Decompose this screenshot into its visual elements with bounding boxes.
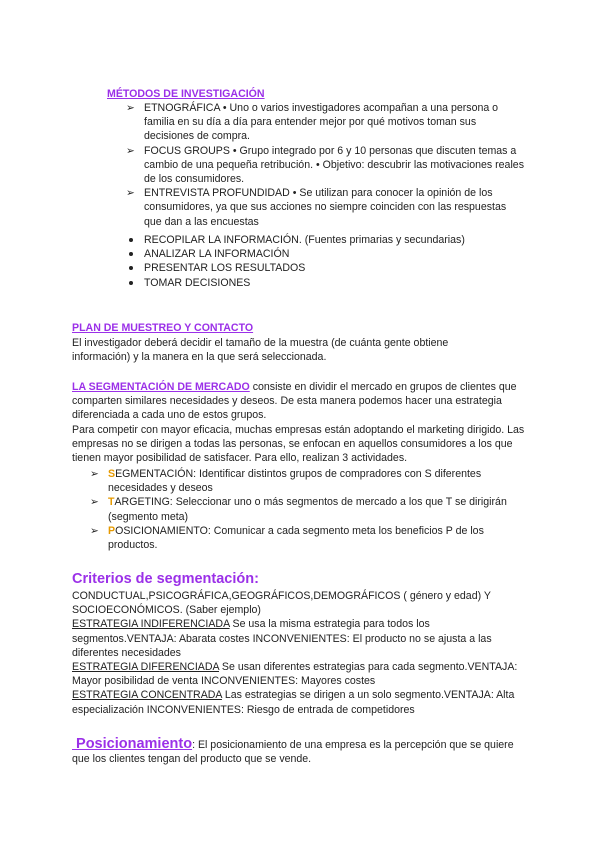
bullet-dot-icon xyxy=(129,238,133,242)
stp-list xyxy=(90,467,530,552)
list-item: ➢ ENTREVISTA PROFUNDIDAD • Se utilizan para conocer la opinión de los consumidores, ya que sus acciones no siempre coinciden con las respuestas que dan a las encuestas xyxy=(126,187,507,228)
segmentacion-intro: LA SEGMENTACIÓN DE MERCADO consiste en dividir el mercado en grupos de clientes que comparten similares necesidades y deseos. De esta manera podemos hacer una estrategia diferenciada a cada uno de estos grupos. xyxy=(72,381,517,422)
metodos-bullet-list xyxy=(126,233,526,290)
bullet-dot-icon xyxy=(129,252,133,256)
metodos-arrow-list xyxy=(126,101,526,229)
list-item: RECOPILAR LA INFORMACIÓN. (Fuentes primarias y secundarias) xyxy=(126,233,526,247)
posicionamiento-heading: Posicionamiento xyxy=(72,736,193,752)
bullet-dot-icon xyxy=(129,266,133,270)
list-item: ➢ TARGETING: Seleccionar uno o más segmentos de mercado a los que T se dirigirán (segmento meta) xyxy=(90,496,507,523)
criterios-body xyxy=(72,589,522,717)
criterios-heading: Criterios de segmentación: xyxy=(72,571,259,587)
arrow-bullet-icon: ➢ xyxy=(126,102,135,114)
arrow-bullet-icon: ➢ xyxy=(90,524,99,537)
posicionamiento-block: Posicionamiento: El posicionamiento de una empresa es la percepción que se quiere que los clientes tengan del producto que se vende. xyxy=(72,736,514,766)
estrategia-concentrada: ESTRATEGIA CONCENTRADA Las estrategias se dirigen a un solo segmento.VENTAJA: Alta especialización INCONVENIENTES: Riesgo de entrada de competidores xyxy=(72,689,515,716)
list-item: ➢ FOCUS GROUPS • Grupo integrado por 6 y 10 personas que discuten temas a cambio de una pequeña retribución. • Objetivo: descubrir las motivaciones reales de los consumidores. xyxy=(126,144,524,186)
estrategia-indiferenciada: ESTRATEGIA INDIFERENCIADA Se usa la misma estrategia para todos los segmentos.VENTAJA: Abarata costes INCONVENIENTES: El producto no se ajusta a las diferentes necesidades xyxy=(72,618,492,659)
criterios-line1: CONDUCTUAL,PSICOGRÁFICA,GEOGRÁFICOS,DEMOGRÁFICOS ( género y edad) Y SOCIOECONÓMICOS. (Saber ejemplo) xyxy=(72,590,491,617)
list-item: ➢ POSICIONAMIENTO: Comunicar a cada segmento meta los beneficios P de los productos. xyxy=(90,524,484,552)
list-item: ➢ SEGMENTACIÓN: Identificar distintos grupos de compradores con S diferentes necesidades y deseos xyxy=(90,468,482,495)
arrow-bullet-icon: ➢ xyxy=(90,496,99,509)
metodos-heading: MÉTODOS DE INVESTIGACIÓN xyxy=(107,88,265,100)
muestreo-heading: PLAN DE MUESTREO Y CONTACTO xyxy=(72,322,254,334)
list-item: ➢ ETNOGRÁFICA • Uno o varios investigadores acompañan a una persona o familia en su día a día para entender mejor por qué motivos toman sus decisiones de compra. xyxy=(126,102,499,143)
muestreo-text: El investigador deberá decidir el tamaño de la muestra (de cuánta gente obtiene información) y la manera en la que será seleccionada. xyxy=(72,337,449,364)
segmentacion-para2: Para competir con mayor eficacia, muchas empresas están adoptando el marketing dirigido. Las empresas no se dirigen a todas las personas, se enfocan en aquellos consumidores a los que tienen mayor posibilidad de satisfacer. Para ello, realizan 3 actividades. xyxy=(72,424,525,465)
estrategia-diferenciada: ESTRATEGIA DIFERENCIADA Se usan diferentes estrategias para cada segmento.VENTAJA: Mayor posibilidad de venta INCONVENIENTES: Mayores costes xyxy=(72,661,518,688)
bullet-dot-icon xyxy=(129,281,133,285)
list-item: PRESENTAR LOS RESULTADOS xyxy=(126,261,526,275)
arrow-bullet-icon: ➢ xyxy=(126,144,135,157)
list-item: ANALIZAR LA INFORMACIÓN xyxy=(126,247,526,261)
segmentacion-heading: LA SEGMENTACIÓN DE MERCADO xyxy=(72,381,250,393)
list-item: TOMAR DECISIONES xyxy=(126,276,526,290)
arrow-bullet-icon: ➢ xyxy=(90,468,99,480)
arrow-bullet-icon: ➢ xyxy=(126,187,135,200)
